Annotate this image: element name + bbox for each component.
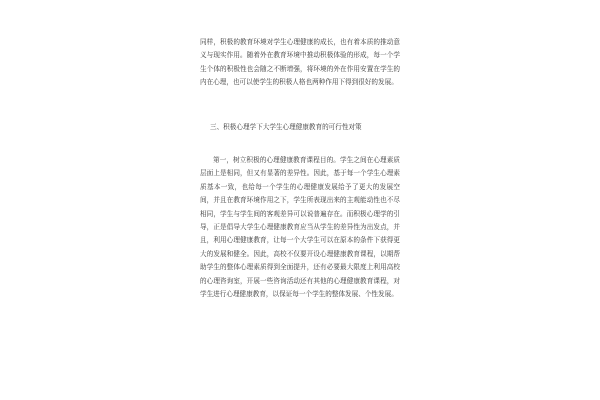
section-heading: 三、积极心理学下大学生心理健康教育的可行性对策 <box>210 123 362 131</box>
body-paragraph-1: 同样，积极的教育环境对学生心理健康的成长，也有着本质的推动意义与现实作用。随着外在教育环境中推动积极体验的形成，每一个学生个体的积极性也会随之不断增强，将环境的外在作用安置在学生的内在心理，也可以使学生的积极人格也两种作用下得到很好的发展。 <box>200 38 400 87</box>
body-paragraph-2: 第一，树立积极的心理健康教育课程目的。学生之间在心理素质层面上是相同，但又有显著的差异性。因此，基于每一个学生心理素质基本一致，也给每一个学生的心理健康发展给予了更大的发展空间，并且在教育环境作用之下，学生所表现出来的主观能动性也不尽相同，学生与学生间的客观差异可以说普遍存在。而积极心理学的引导，正是倡导大学生心理健康教育应当从学生的差异性为出发点，并且，利用心理健康教育，让每一个大学生可以在原本的条件下获得更大的发展和健全。因此，高校不仅要开设心理健康教育课程，以期帮助学生的整体心理素质得到全面提升，还有必要最大限度上利用高校的心理咨询室，开展一些咨询活动还有其他的心理健康教育课程，对学生进行心理健康教育，以保证每一个学生的整体发展、个性发展。 <box>200 156 400 299</box>
